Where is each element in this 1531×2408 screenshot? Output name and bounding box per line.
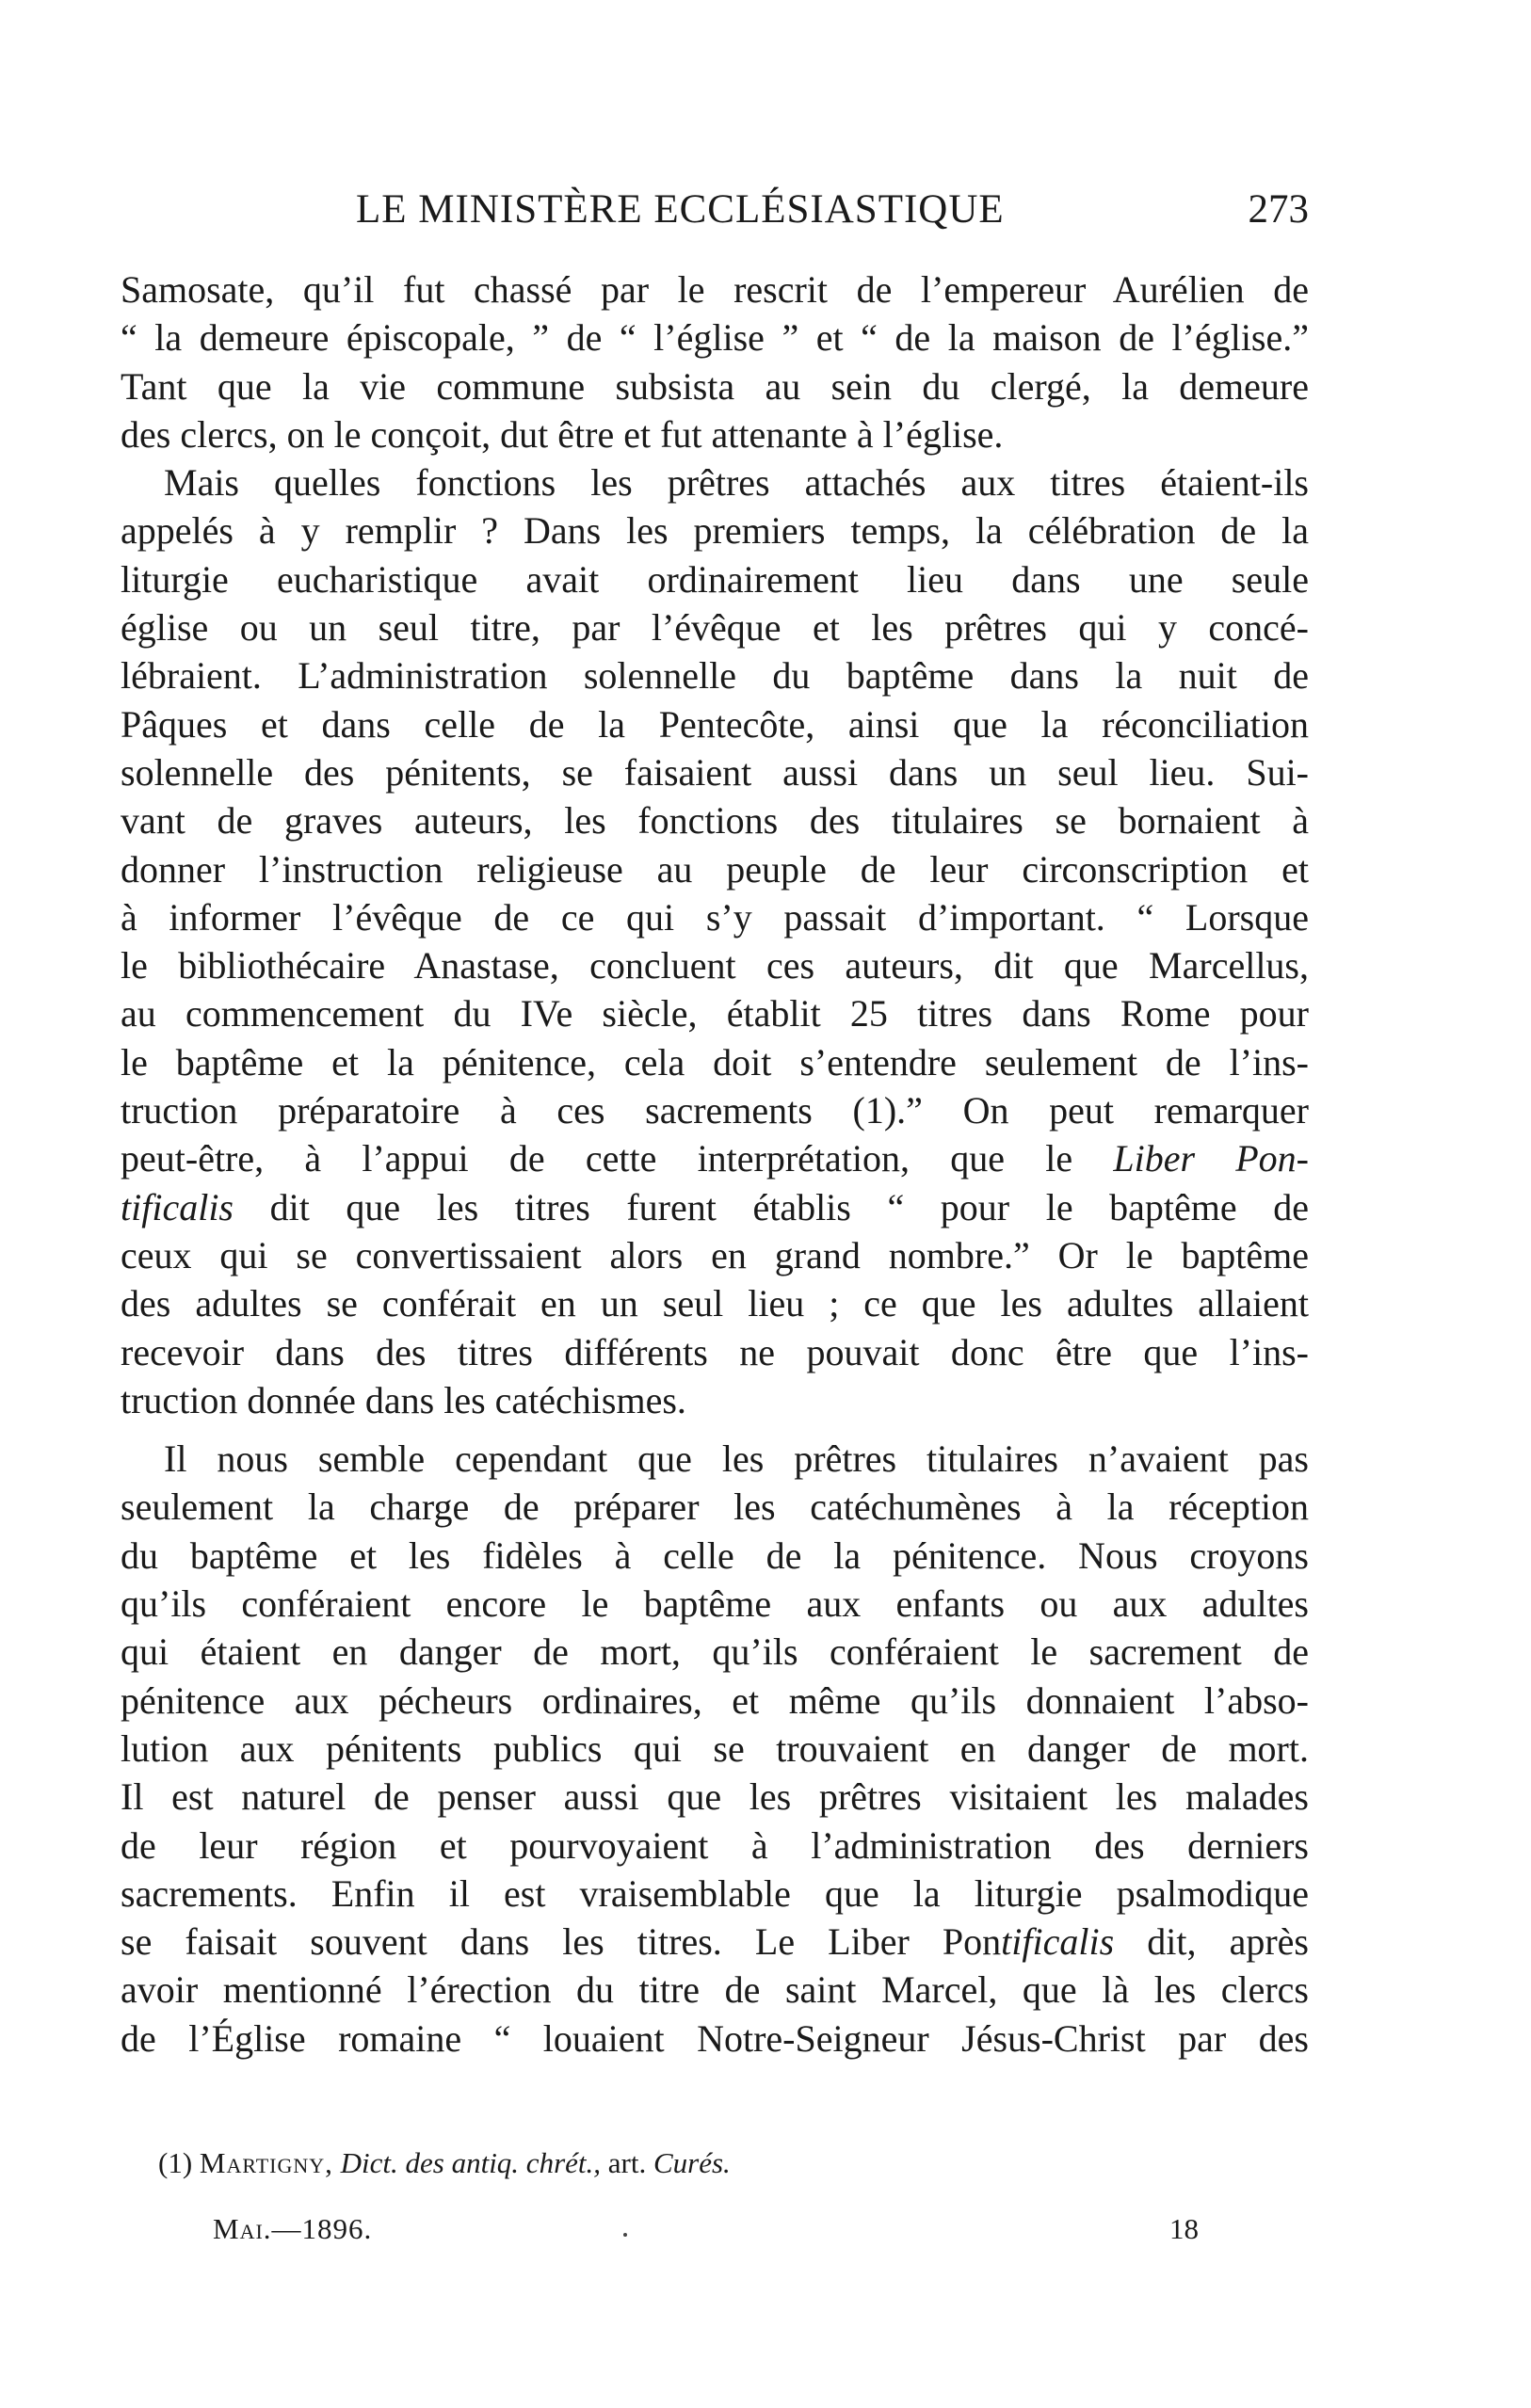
text-line: vant de graves auteurs, les fonctions des titulaires se bornaient à (121, 799, 1309, 843)
text-line: de leur région et pourvoyaient à l’administration des derniers (121, 1823, 1309, 1867)
running-head (121, 186, 1309, 235)
text-line: au commencement du IVe siècle, établit 25 titres dans Rome pour (121, 992, 1309, 1035)
text-line: se faisait souvent dans les titres. Le Liber Pontificalis dit, après (121, 1920, 1309, 1964)
text-line: Il est naturel de penser aussi que les prêtres visitaient les malades (121, 1775, 1309, 1819)
text-line: truction donnée dans les catéchismes. (121, 1378, 686, 1421)
footnote-author: Martigny, (199, 2146, 333, 2179)
text-line: donner l’instruction religieuse au peuple de leur circonscription et (121, 847, 1309, 891)
text-line: pénitence aux pécheurs ordinaires, et même qu’ils donnaient l’abso- (121, 1678, 1309, 1722)
footnote-work: Dict. des antiq. chrét., (340, 2146, 602, 2179)
text-line: du baptême et les fidèles à celle de la pénitence. Nous croyons (121, 1533, 1309, 1577)
paragraph-start-line: Il nous semble cependant que les prêtres titulaires n’avaient pas (164, 1437, 1309, 1481)
text-line: église ou un seul titre, par l’évêque et les prêtres qui y concé- (121, 606, 1309, 650)
text-line: seulement la charge de préparer les catéchumènes à la réception (121, 1485, 1309, 1529)
text-line: ceux qui se convertissaient alors en grand nombre.” Or le baptême (121, 1233, 1309, 1276)
text-line: le baptême et la pénitence, cela doit s’entendre seulement de l’ins- (121, 1040, 1309, 1084)
paragraph-start-line: Mais quelles fonctions les prêtres attachés aux titres étaient-ils (164, 461, 1309, 505)
text-line: Tant que la vie commune subsista au sein du clergé, la demeure (121, 364, 1309, 408)
text-line: sacrements. Enfin il est vraisemblable que la liturgie psalmodique (121, 1871, 1309, 1915)
text-line: “ la demeure épiscopale, ” de “ l’église ” et “ de la maison de l’église.” (121, 316, 1309, 360)
ink-speck (623, 2233, 627, 2237)
text-line: recevoir dans des titres différents ne pouvait donc être que l’ins- (121, 1330, 1309, 1373)
text-line: Samosate, qu’il fut chassé par le rescrit de l’empereur Aurélien de (121, 268, 1309, 311)
page-number: 273 (1248, 187, 1309, 232)
text-line: de l’Église romaine “ louaient Notre-Seigneur Jésus-Christ par des (121, 2016, 1309, 2060)
text-line: à informer l’évêque de ce qui s’y passait d’important. “ Lorsque (121, 895, 1309, 939)
footnote-ref-title: Curés. (653, 2146, 731, 2179)
text-line: des clercs, on le conçoit, dut être et fut attenante à l’église. (121, 412, 1004, 456)
text-line: truction préparatoire à ces sacrements (1).” On peut remarquer (121, 1089, 1309, 1132)
body-text (121, 265, 1309, 2063)
footnote-marker: (1) (158, 2146, 193, 2179)
text-line: tificalis dit que les titres furent établis “ pour le baptême de (121, 1185, 1309, 1228)
text-line: solennelle des pénitents, se faisaient aussi dans un seul lieu. Sui- (121, 750, 1309, 794)
text-line: avoir mentionné l’érection du titre de saint Marcel, que là les clercs (121, 1968, 1309, 2012)
text-line: qui étaient en danger de mort, qu’ils conféraient le sacrement de (121, 1630, 1309, 1674)
text-line: liturgie eucharistique avait ordinairement lieu dans une seule (121, 557, 1309, 601)
signature-mark: Mai.—1896. (213, 2212, 373, 2245)
text-line: lution aux pénitents publics qui se trouvaient en danger de mort. (121, 1726, 1309, 1770)
footnote-ref-prefix: art. (607, 2146, 647, 2179)
text-line: lébraient. L’administration solennelle du baptême dans la nuit de (121, 654, 1309, 698)
running-title: LE MINISTÈRE ECCLÉSIASTIQUE (356, 187, 1005, 232)
signature-number: 18 (1169, 2212, 1199, 2245)
text-line: peut-être, à l’appui de cette interprétation, que le Liber Pon- (121, 1137, 1309, 1180)
text-line: des adultes se conférait en un seul lieu ; ce que les adultes allaient (121, 1282, 1309, 1325)
text-line: le bibliothécaire Anastase, concluent ces auteurs, dit que Marcellus, (121, 944, 1309, 987)
text-line: Pâques et dans celle de la Pentecôte, ainsi que la réconciliation (121, 702, 1309, 746)
text-line: qu’ils conféraient encore le baptême aux enfants ou aux adultes (121, 1582, 1309, 1626)
text-line: appelés à y remplir ? Dans les premiers temps, la célébration de la (121, 509, 1309, 553)
footnote (158, 2146, 731, 2180)
